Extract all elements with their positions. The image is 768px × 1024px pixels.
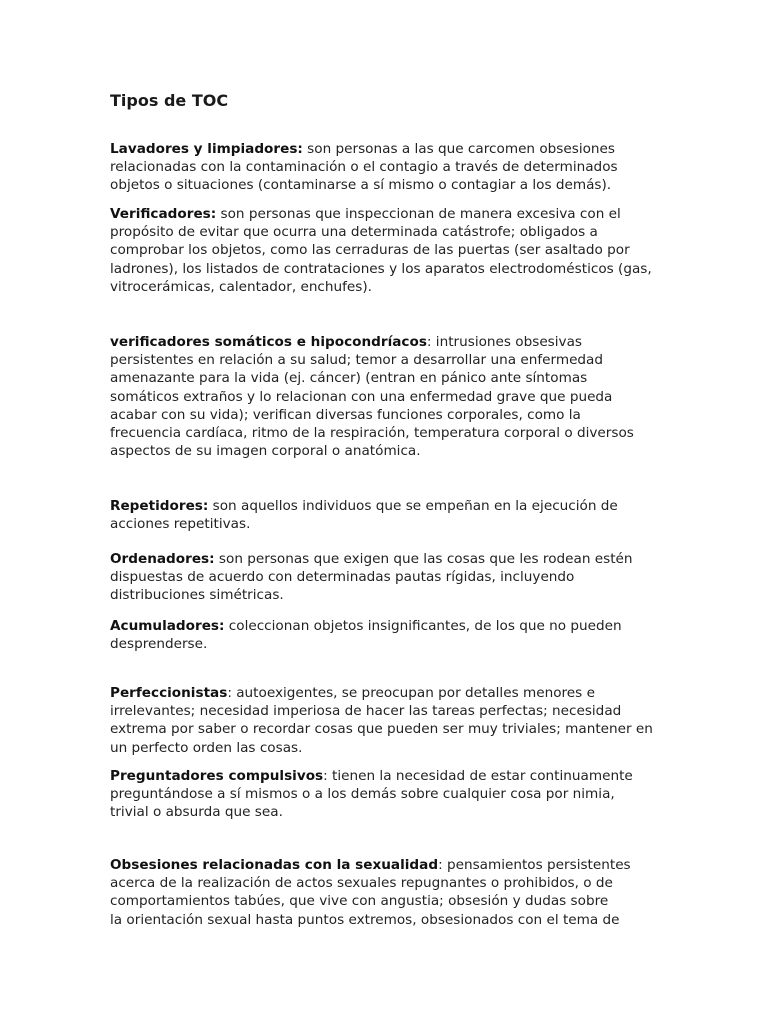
document-title: Tipos de TOC <box>110 91 229 110</box>
section-verificadores-somaticos <box>110 333 634 460</box>
section-text: vitrocerámicas, calentador, enchufes). <box>110 278 372 295</box>
section-text: un perfecto orden las cosas. <box>110 739 303 756</box>
section-text: relacionadas con la contaminación o el contagio a través de determinados <box>110 159 618 176</box>
section-text: preguntándose a sí mismos o a los demás sobre cualquier cosa por nimia, <box>110 786 615 803</box>
section-text: acciones repetitivas. <box>110 516 251 533</box>
section-text: : autoexigentes, se preocupan por detalles menores e <box>227 685 595 701</box>
section-text: objetos o situaciones (contaminarse a sí mismo o contagiar a los demás). <box>110 177 612 194</box>
section-text: frecuencia cardíaca, ritmo de la respiración, temperatura corporal o diversos <box>110 425 634 442</box>
section-text: coleccionan objetos insignificantes, de los que no pueden <box>224 618 622 634</box>
section-preguntadores <box>110 767 633 822</box>
section-text: amenazante para la vida (ej. cáncer) (entran en pánico ante síntomas <box>110 370 588 387</box>
section-term: Lavadores y limpiadores: <box>110 141 303 157</box>
section-term: Repetidores: <box>110 498 209 514</box>
section-text: son personas que inspeccionan de manera excesiva con el <box>216 206 621 222</box>
section-obsesiones-sexualidad <box>110 856 631 929</box>
section-text: : intrusiones obsesivas <box>426 334 582 350</box>
section-term: Perfeccionistas <box>110 685 228 701</box>
section-term: Acumuladores: <box>110 618 225 634</box>
section-text: trivial o absurda que sea. <box>110 804 283 821</box>
section-text: desprenderse. <box>110 636 208 653</box>
section-verificadores <box>110 205 652 296</box>
section-text: la orientación sexual hasta puntos extremos, obsesionados con el tema de <box>110 911 620 928</box>
section-text: extrema por saber o recordar cosas que pueden ser muy triviales; mantener en <box>110 721 653 738</box>
section-text: comportamientos tabúes, que vive con angustia; obsesión y dudas sobre <box>110 893 609 910</box>
section-perfeccionistas <box>110 684 653 757</box>
section-text: acerca de la realización de actos sexuales repugnantes o prohibidos, o de <box>110 875 613 892</box>
section-text: irrelevantes; necesidad imperiosa de hacer las tareas perfectas; necesidad <box>110 703 622 720</box>
section-text: son personas que exigen que las cosas que les rodean estén <box>214 551 633 567</box>
section-term: Verificadores: <box>110 206 217 222</box>
section-text: aspectos de su imagen corporal o anatómica. <box>110 443 421 460</box>
section-text: comprobar los objetos, como las cerraduras de las puertas (ser asaltado por <box>110 242 630 259</box>
section-term: Ordenadores: <box>110 551 215 567</box>
document-content <box>110 90 670 928</box>
section-term: Preguntadores compulsivos <box>110 768 324 784</box>
section-text: acabar con su vida); verifican diversas funciones corporales, como la <box>110 406 581 423</box>
section-text: persistentes en relación a su salud; temor a desarrollar una enfermedad <box>110 352 604 369</box>
section-text: ladrones), los listados de contrataciones y los aparatos electrodomésticos (gas, <box>110 260 652 277</box>
section-text: dispuestas de acuerdo con determinadas pautas rígidas, incluyendo <box>110 569 575 586</box>
section-text: distribuciones simétricas. <box>110 587 284 604</box>
section-acumuladores <box>110 617 622 653</box>
section-term: verificadores somáticos e hipocondríacos <box>110 334 427 350</box>
section-lavadores <box>110 140 618 195</box>
section-text: : pensamientos persistentes <box>438 857 631 873</box>
section-text: son personas a las que carcomen obsesiones <box>302 141 615 157</box>
section-text: son aquellos individuos que se empeñan en la ejecución de <box>208 498 618 514</box>
section-text: somáticos extraños y lo relacionan con una enfermedad grave que pueda <box>110 388 613 405</box>
section-repetidores <box>110 497 618 533</box>
section-text: : tienen la necesidad de estar continuamente <box>323 768 633 784</box>
section-ordenadores <box>110 550 633 605</box>
section-term: Obsesiones relacionadas con la sexualidad <box>110 857 439 873</box>
section-text: propósito de evitar que ocurra una determinada catástrofe; obligados a <box>110 224 598 241</box>
